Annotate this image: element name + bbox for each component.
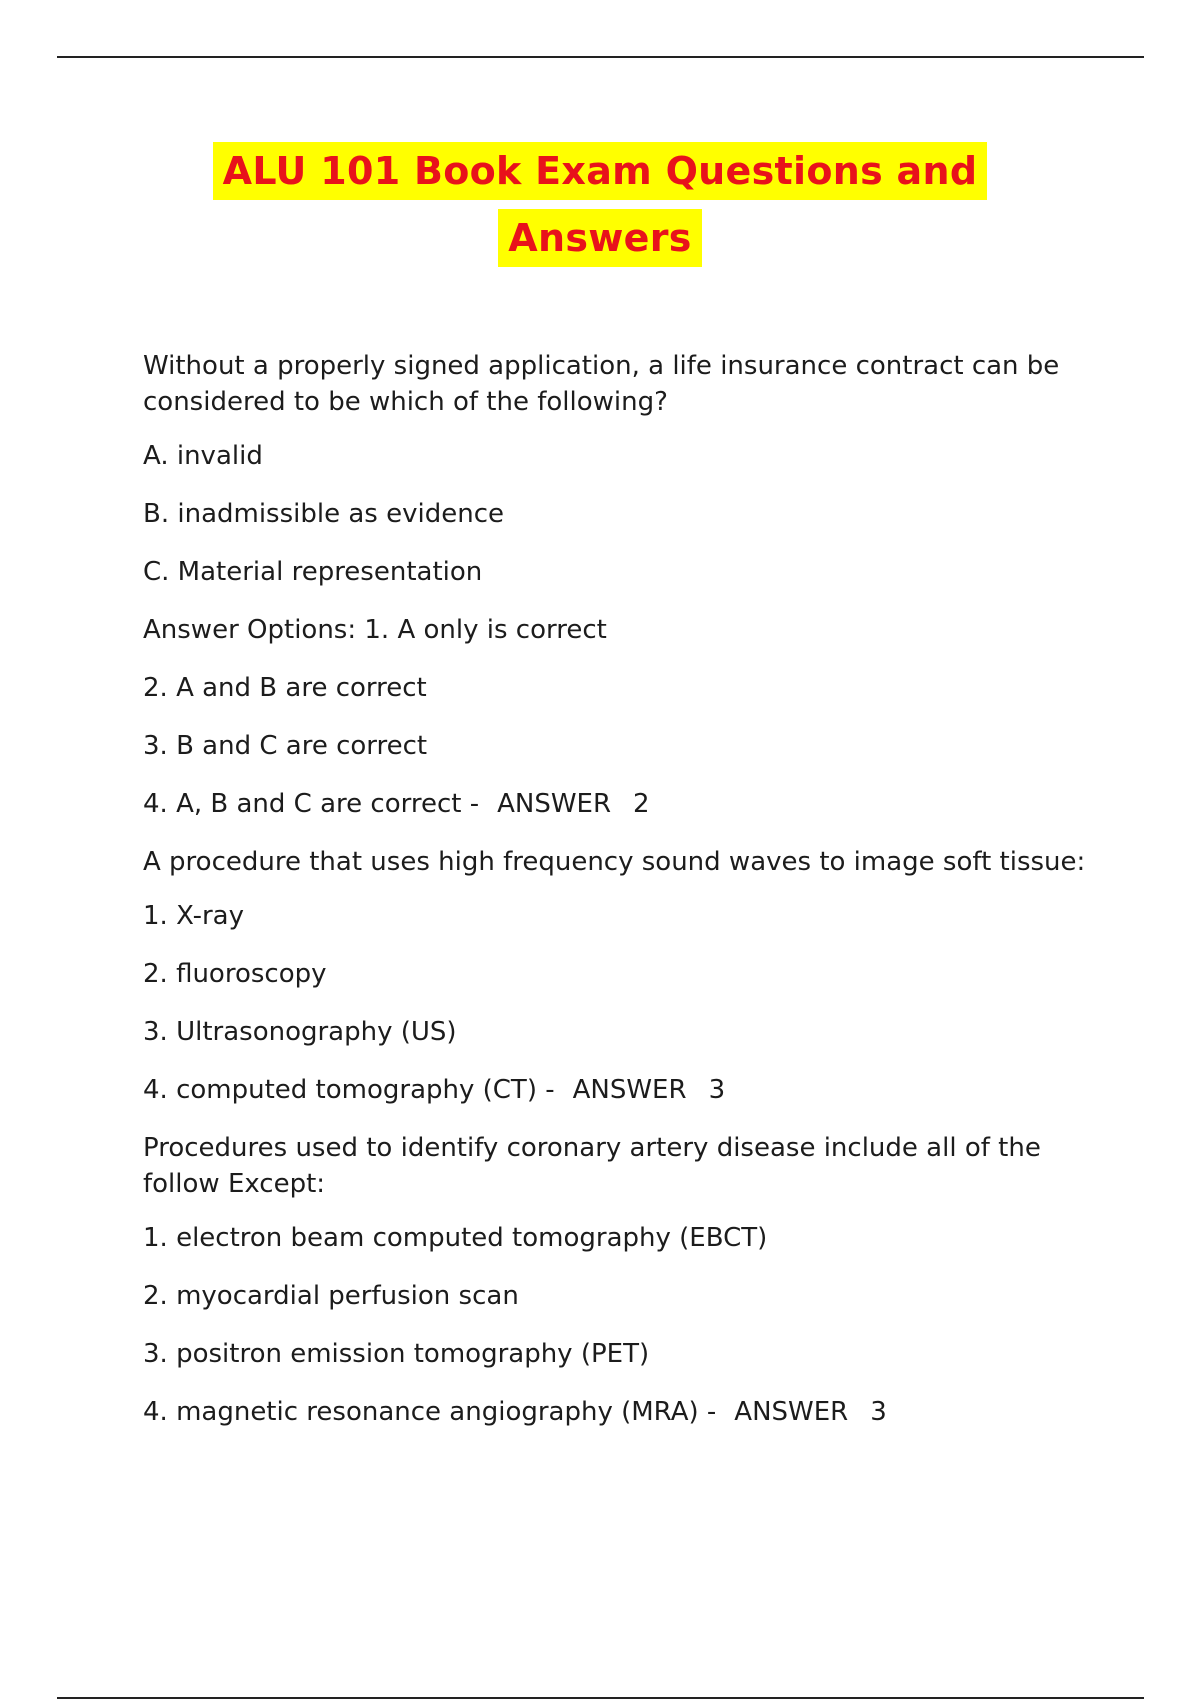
option: 4. A, B and C are correct - bbox=[143, 789, 480, 819]
option: 3. Ultrasonography (US) bbox=[143, 1017, 457, 1047]
answer-line bbox=[143, 786, 1103, 822]
question-list bbox=[143, 348, 1103, 1452]
option: 1. X-ray bbox=[143, 901, 244, 931]
question-text: Procedures used to identify coronary artery disease include all of the follow Except: bbox=[143, 1133, 1041, 1199]
option: A. invalid bbox=[143, 441, 263, 471]
option: 4. computed tomography (CT) - bbox=[143, 1075, 555, 1105]
footer-rule bbox=[57, 1697, 1144, 1699]
question-text: Without a properly signed application, a life insurance contract can be considered to be which of the following? bbox=[143, 351, 1060, 417]
option: 1. electron beam computed tomography (EBCT) bbox=[143, 1223, 768, 1253]
title-line-2: Answers bbox=[498, 209, 701, 267]
answer-value: 3 bbox=[708, 1075, 726, 1105]
option: 4. magnetic resonance angiography (MRA) - bbox=[143, 1397, 717, 1427]
option: 3. B and C are correct bbox=[143, 731, 428, 761]
answer-label: ANSWER bbox=[734, 1397, 849, 1427]
question-text: A procedure that uses high frequency sound waves to image soft tissue: bbox=[143, 847, 1086, 877]
answer-line bbox=[143, 1394, 1103, 1430]
question-1 bbox=[143, 348, 1103, 822]
option: 3. positron emission tomography (PET) bbox=[143, 1339, 650, 1369]
answer-value: 2 bbox=[633, 789, 650, 819]
option: 2. A and B are correct bbox=[143, 673, 427, 703]
answer-line bbox=[143, 1072, 1103, 1108]
option: B. inadmissible as evidence bbox=[143, 499, 504, 529]
option: Answer Options: 1. A only is correct bbox=[143, 615, 607, 645]
answer-value: 3 bbox=[870, 1397, 887, 1427]
option: C. Material representation bbox=[143, 557, 483, 587]
title-line-1: ALU 101 Book Exam Questions and bbox=[213, 142, 988, 200]
answer-label: ANSWER bbox=[572, 1075, 687, 1105]
question-3 bbox=[143, 1130, 1103, 1430]
question-2 bbox=[143, 844, 1103, 1108]
document-title bbox=[0, 142, 1200, 276]
option: 2. fluoroscopy bbox=[143, 959, 327, 989]
header-rule bbox=[57, 56, 1144, 58]
option: 2. myocardial perfusion scan bbox=[143, 1281, 519, 1311]
answer-label: ANSWER bbox=[497, 789, 612, 819]
